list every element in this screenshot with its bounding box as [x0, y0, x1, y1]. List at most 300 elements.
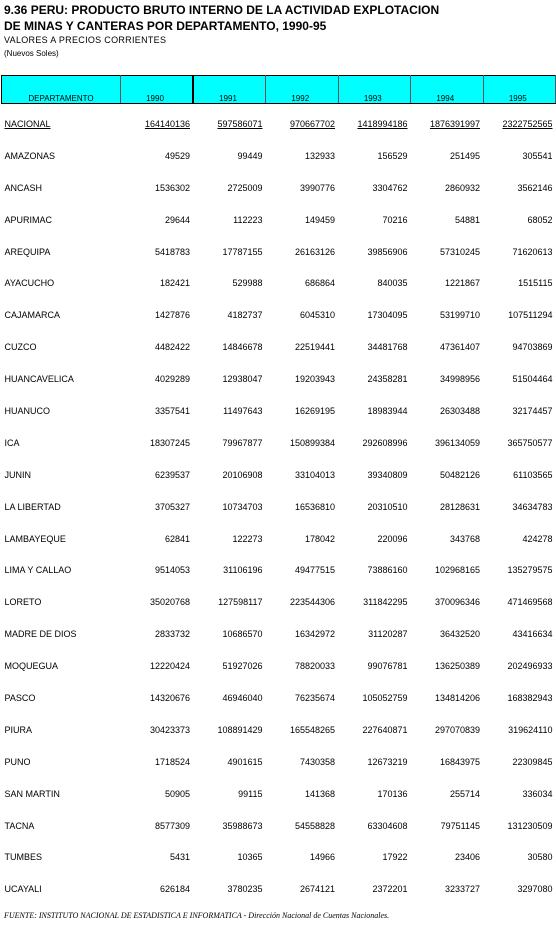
- value-text: 102968165: [434, 565, 480, 576]
- department-name: SAN MARTIN: [4, 788, 60, 799]
- value-text: 1427876: [154, 310, 190, 321]
- table-row: [2, 810, 556, 842]
- cell-value: [411, 841, 484, 873]
- cell-value: [193, 236, 266, 268]
- department-name: NACIONAL: [4, 118, 51, 129]
- cell-value: [483, 554, 556, 586]
- cell-value: [411, 427, 484, 459]
- cell-value: [121, 331, 194, 363]
- value-text: 14966: [309, 852, 335, 863]
- cell-value: [338, 427, 411, 459]
- value-text: 165548265: [289, 724, 335, 735]
- value-text: 122273: [232, 533, 263, 544]
- department-name: UCAYALI: [4, 884, 42, 895]
- value-text: 79967877: [222, 437, 263, 448]
- cell-value: [483, 746, 556, 778]
- value-text: 2372201: [372, 884, 408, 895]
- department-name: AYACUCHO: [4, 278, 55, 289]
- cell-value: [338, 395, 411, 427]
- value-text: 99076781: [367, 661, 408, 672]
- table-subtitle: VALORES A PRECIOS CORRIENTES: [4, 35, 167, 45]
- table-row: [2, 331, 556, 363]
- value-text: 3304762: [372, 182, 408, 193]
- cell-value: [121, 586, 194, 618]
- value-text: 8577309: [154, 820, 190, 831]
- cell-value: [483, 104, 556, 140]
- cell-value: [483, 618, 556, 650]
- cell-value: [411, 459, 484, 491]
- cell-value: [483, 267, 556, 299]
- value-text: 336034: [522, 788, 553, 799]
- cell-value: [338, 554, 411, 586]
- value-text: 220096: [377, 533, 408, 544]
- value-text: 251495: [449, 150, 480, 161]
- cell-departamento: [2, 554, 121, 586]
- cell-value: [483, 331, 556, 363]
- cell-value: [193, 267, 266, 299]
- value-text: 11497643: [223, 405, 263, 416]
- value-text: 2322752565: [502, 118, 553, 129]
- cell-value: [193, 140, 266, 172]
- table-row: [2, 204, 556, 236]
- value-text: 18983944: [367, 405, 408, 416]
- value-text: 370096346: [434, 597, 480, 608]
- gdp-table: [1, 75, 556, 905]
- cell-value: [266, 650, 339, 682]
- value-text: 22309845: [512, 756, 553, 767]
- value-text: 20310510: [367, 501, 408, 512]
- cell-value: [338, 363, 411, 395]
- cell-value: [193, 714, 266, 746]
- value-text: 71620613: [512, 246, 553, 257]
- cell-value: [483, 395, 556, 427]
- value-text: 70216: [382, 214, 408, 225]
- cell-value: [266, 104, 339, 140]
- cell-value: [483, 682, 556, 714]
- value-text: 626184: [159, 884, 190, 895]
- value-text: 20106908: [222, 469, 263, 480]
- cell-value: [411, 204, 484, 236]
- header-year-1992: 1992: [266, 76, 339, 104]
- cell-value: [193, 650, 266, 682]
- cell-departamento: [2, 714, 121, 746]
- value-text: 76235674: [294, 692, 335, 703]
- value-text: 35988673: [222, 820, 263, 831]
- value-text: 223544306: [289, 597, 335, 608]
- cell-value: [121, 810, 194, 842]
- cell-value: [411, 363, 484, 395]
- department-name: TUMBES: [4, 852, 43, 863]
- department-name: LIMA Y CALLAO: [4, 565, 72, 576]
- cell-value: [483, 427, 556, 459]
- cell-value: [121, 104, 194, 140]
- cell-value: [338, 810, 411, 842]
- department-name: LAMBAYEQUE: [4, 533, 66, 544]
- cell-value: [483, 140, 556, 172]
- value-text: 26303488: [439, 405, 480, 416]
- value-text: 3990776: [299, 182, 335, 193]
- value-text: 18307245: [149, 437, 190, 448]
- department-name: LORETO: [4, 597, 42, 608]
- unit-label: (Nuevos Soles): [4, 49, 59, 58]
- header-year-1991: 1991: [193, 76, 266, 104]
- value-text: 22519441: [294, 342, 335, 353]
- cell-value: [483, 523, 556, 555]
- value-text: 36432520: [439, 629, 480, 640]
- cell-departamento: [2, 172, 121, 204]
- cell-value: [266, 746, 339, 778]
- value-text: 39856906: [367, 246, 408, 257]
- cell-value: [411, 682, 484, 714]
- value-text: 14846678: [222, 342, 263, 353]
- value-text: 4029289: [154, 374, 190, 385]
- value-text: 1718524: [154, 756, 190, 767]
- cell-value: [193, 459, 266, 491]
- value-text: 343768: [449, 533, 480, 544]
- cell-departamento: [2, 841, 121, 873]
- cell-value: [193, 778, 266, 810]
- value-text: 31120287: [368, 629, 408, 640]
- cell-value: [121, 299, 194, 331]
- cell-value: [483, 778, 556, 810]
- cell-departamento: [2, 267, 121, 299]
- department-name: MOQUEGUA: [4, 661, 59, 672]
- cell-value: [411, 395, 484, 427]
- value-text: 168382943: [507, 692, 553, 703]
- value-text: 149459: [304, 214, 335, 225]
- value-text: 597586071: [217, 118, 263, 129]
- cell-value: [483, 172, 556, 204]
- value-text: 39340809: [367, 469, 408, 480]
- value-text: 30423373: [149, 724, 190, 735]
- header-year-1994: 1994: [411, 76, 484, 104]
- value-text: 63304608: [367, 820, 408, 831]
- cell-value: [193, 618, 266, 650]
- value-text: 164140136: [144, 118, 190, 129]
- value-text: 107511294: [508, 310, 553, 321]
- value-text: 62841: [164, 533, 190, 544]
- table-body: [2, 104, 556, 906]
- department-name: ANCASH: [4, 182, 43, 193]
- cell-value: [411, 523, 484, 555]
- cell-value: [266, 172, 339, 204]
- table-row: [2, 554, 556, 586]
- value-text: 4901615: [227, 756, 263, 767]
- cell-value: [121, 873, 194, 905]
- value-text: 529988: [232, 278, 263, 289]
- cell-value: [121, 554, 194, 586]
- table-row: [2, 459, 556, 491]
- cell-value: [121, 523, 194, 555]
- cell-value: [338, 714, 411, 746]
- cell-value: [411, 778, 484, 810]
- table-row: [2, 586, 556, 618]
- cell-value: [483, 459, 556, 491]
- value-text: 10686570: [222, 629, 263, 640]
- value-text: 135279575: [507, 565, 553, 576]
- table-row: [2, 236, 556, 268]
- department-name: PASCO: [4, 692, 36, 703]
- value-text: 297070839: [434, 724, 480, 735]
- cell-departamento: [2, 491, 121, 523]
- cell-value: [338, 778, 411, 810]
- cell-departamento: [2, 810, 121, 842]
- cell-value: [121, 714, 194, 746]
- table-row: [2, 363, 556, 395]
- cell-value: [411, 810, 484, 842]
- value-text: 5431: [169, 852, 190, 863]
- cell-value: [483, 299, 556, 331]
- value-text: 1876391997: [429, 118, 480, 129]
- cell-value: [193, 299, 266, 331]
- value-text: 16843975: [439, 756, 480, 767]
- value-text: 54881: [454, 214, 480, 225]
- cell-value: [193, 810, 266, 842]
- cell-value: [121, 650, 194, 682]
- value-text: 3297080: [517, 884, 553, 895]
- cell-value: [121, 491, 194, 523]
- value-text: 78820033: [294, 661, 335, 672]
- cell-value: [266, 618, 339, 650]
- value-text: 49477515: [294, 565, 335, 576]
- value-text: 73886160: [367, 565, 408, 576]
- title-line-1: 9.36 PERU: PRODUCTO BRUTO INTERNO DE LA ACTIVIDAD EXPLOTACION: [4, 3, 440, 17]
- value-text: 19203943: [294, 374, 335, 385]
- department-name: AMAZONAS: [4, 150, 56, 161]
- value-text: 16342972: [294, 629, 335, 640]
- cell-value: [338, 618, 411, 650]
- cell-value: [121, 363, 194, 395]
- cell-value: [338, 586, 411, 618]
- cell-value: [266, 810, 339, 842]
- cell-value: [193, 363, 266, 395]
- department-name: CUZCO: [4, 342, 37, 353]
- cell-value: [193, 491, 266, 523]
- cell-departamento: [2, 778, 121, 810]
- value-text: 32174457: [512, 405, 553, 416]
- cell-value: [338, 746, 411, 778]
- value-text: 134814206: [434, 692, 480, 703]
- cell-value: [338, 459, 411, 491]
- cell-value: [338, 841, 411, 873]
- department-name: TACNA: [4, 820, 35, 831]
- cell-value: [483, 714, 556, 746]
- value-text: 105052759: [362, 692, 408, 703]
- table-row: [2, 682, 556, 714]
- cell-value: [193, 523, 266, 555]
- value-text: 2860932: [444, 182, 480, 193]
- value-text: 112223: [233, 214, 263, 225]
- cell-value: [193, 746, 266, 778]
- value-text: 46946040: [222, 692, 263, 703]
- value-text: 6239537: [154, 469, 190, 480]
- cell-value: [266, 778, 339, 810]
- value-text: 17787155: [222, 246, 263, 257]
- cell-value: [338, 873, 411, 905]
- table-row: [2, 427, 556, 459]
- value-text: 10734703: [222, 501, 263, 512]
- table-row: [2, 841, 556, 873]
- cell-value: [121, 841, 194, 873]
- cell-value: [266, 586, 339, 618]
- cell-value: [266, 299, 339, 331]
- header-year-1995: 1995: [483, 76, 556, 104]
- value-text: 54558828: [294, 820, 335, 831]
- cell-value: [121, 427, 194, 459]
- value-text: 9514053: [154, 565, 190, 576]
- value-text: 33104013: [294, 469, 335, 480]
- department-name: MADRE DE DIOS: [4, 629, 77, 640]
- cell-value: [411, 714, 484, 746]
- cell-value: [411, 331, 484, 363]
- department-name: PUNO: [4, 756, 31, 767]
- value-text: 34481768: [367, 342, 408, 353]
- cell-value: [483, 204, 556, 236]
- value-text: 970667702: [289, 118, 335, 129]
- value-text: 305541: [522, 150, 553, 161]
- value-text: 178042: [304, 533, 335, 544]
- value-text: 79751145: [440, 820, 480, 831]
- cell-value: [193, 586, 266, 618]
- value-text: 471469568: [507, 597, 553, 608]
- table-row: [2, 395, 556, 427]
- value-text: 3705327: [154, 501, 190, 512]
- cell-departamento: [2, 618, 121, 650]
- cell-value: [121, 236, 194, 268]
- cell-value: [121, 204, 194, 236]
- cell-departamento: [2, 523, 121, 555]
- value-text: 47361407: [439, 342, 480, 353]
- cell-value: [121, 618, 194, 650]
- value-text: 28128631: [439, 501, 480, 512]
- value-text: 1515115: [518, 278, 553, 289]
- source-footer: FUENTE: INSTITUTO NACIONAL DE ESTADISTICA E INFORMATICA - Dirección Nacional de Cuentas Nacionales.: [4, 911, 390, 920]
- value-text: 840035: [377, 278, 408, 289]
- value-text: 319624110: [508, 724, 553, 735]
- department-name: HUANCAVELICA: [4, 374, 74, 385]
- value-text: 311842295: [363, 597, 408, 608]
- value-text: 127598117: [218, 597, 263, 608]
- cell-departamento: [2, 104, 121, 140]
- cell-value: [121, 459, 194, 491]
- value-text: 424278: [522, 533, 553, 544]
- header-row: [2, 76, 556, 104]
- value-text: 68052: [527, 214, 553, 225]
- cell-value: [338, 682, 411, 714]
- cell-value: [266, 491, 339, 523]
- value-text: 6045310: [299, 310, 335, 321]
- cell-value: [411, 491, 484, 523]
- cell-value: [266, 395, 339, 427]
- department-name: CAJAMARCA: [4, 310, 61, 321]
- title-line-2: DE MINAS Y CANTERAS POR DEPARTAMENTO, 1990-95: [4, 19, 327, 33]
- cell-value: [121, 172, 194, 204]
- table-row: [2, 491, 556, 523]
- value-text: 1536302: [154, 182, 190, 193]
- cell-value: [121, 140, 194, 172]
- table-row: [2, 140, 556, 172]
- cell-value: [266, 682, 339, 714]
- cell-value: [411, 873, 484, 905]
- cell-value: [193, 427, 266, 459]
- cell-value: [338, 491, 411, 523]
- value-text: 2674121: [299, 884, 335, 895]
- department-name: ICA: [4, 437, 20, 448]
- value-text: 99115: [238, 788, 263, 799]
- cell-value: [338, 172, 411, 204]
- cell-value: [266, 331, 339, 363]
- table-row: [2, 523, 556, 555]
- cell-departamento: [2, 586, 121, 618]
- cell-value: [411, 104, 484, 140]
- cell-departamento: [2, 204, 121, 236]
- value-text: 17922: [382, 852, 408, 863]
- cell-departamento: [2, 236, 121, 268]
- value-text: 12673219: [367, 756, 408, 767]
- value-text: 50482126: [439, 469, 480, 480]
- cell-value: [121, 778, 194, 810]
- value-text: 396134059: [434, 437, 480, 448]
- value-text: 17304095: [367, 310, 408, 321]
- cell-value: [338, 650, 411, 682]
- cell-value: [193, 554, 266, 586]
- table-row: [2, 172, 556, 204]
- value-text: 53199710: [439, 310, 480, 321]
- cell-value: [411, 746, 484, 778]
- cell-value: [193, 331, 266, 363]
- cell-value: [411, 140, 484, 172]
- department-name: JUNIN: [4, 469, 31, 480]
- cell-value: [338, 299, 411, 331]
- cell-value: [483, 650, 556, 682]
- table-row: [2, 873, 556, 905]
- value-text: 23406: [454, 852, 480, 863]
- cell-value: [338, 267, 411, 299]
- table-row: [2, 746, 556, 778]
- value-text: 182421: [159, 278, 190, 289]
- value-text: 4482422: [154, 342, 190, 353]
- cell-value: [411, 236, 484, 268]
- value-text: 35020768: [149, 597, 190, 608]
- cell-value: [193, 841, 266, 873]
- cell-value: [266, 873, 339, 905]
- cell-departamento: [2, 363, 121, 395]
- value-text: 255714: [449, 788, 480, 799]
- value-text: 34634783: [512, 501, 553, 512]
- cell-departamento: [2, 873, 121, 905]
- department-name: LA LIBERTAD: [4, 501, 61, 512]
- value-text: 50905: [164, 788, 190, 799]
- value-text: 31106196: [223, 565, 263, 576]
- table-row: [2, 650, 556, 682]
- value-text: 2725009: [227, 182, 263, 193]
- cell-value: [411, 299, 484, 331]
- value-text: 29644: [164, 214, 190, 225]
- department-name: PIURA: [4, 724, 33, 735]
- value-text: 686864: [304, 278, 335, 289]
- header-year-1990: 1990: [121, 76, 194, 104]
- cell-value: [483, 363, 556, 395]
- cell-departamento: [2, 299, 121, 331]
- cell-value: [338, 236, 411, 268]
- cell-value: [483, 236, 556, 268]
- cell-value: [483, 491, 556, 523]
- cell-value: [338, 104, 411, 140]
- cell-value: [338, 204, 411, 236]
- value-text: 16536810: [294, 501, 335, 512]
- cell-departamento: [2, 682, 121, 714]
- cell-value: [121, 267, 194, 299]
